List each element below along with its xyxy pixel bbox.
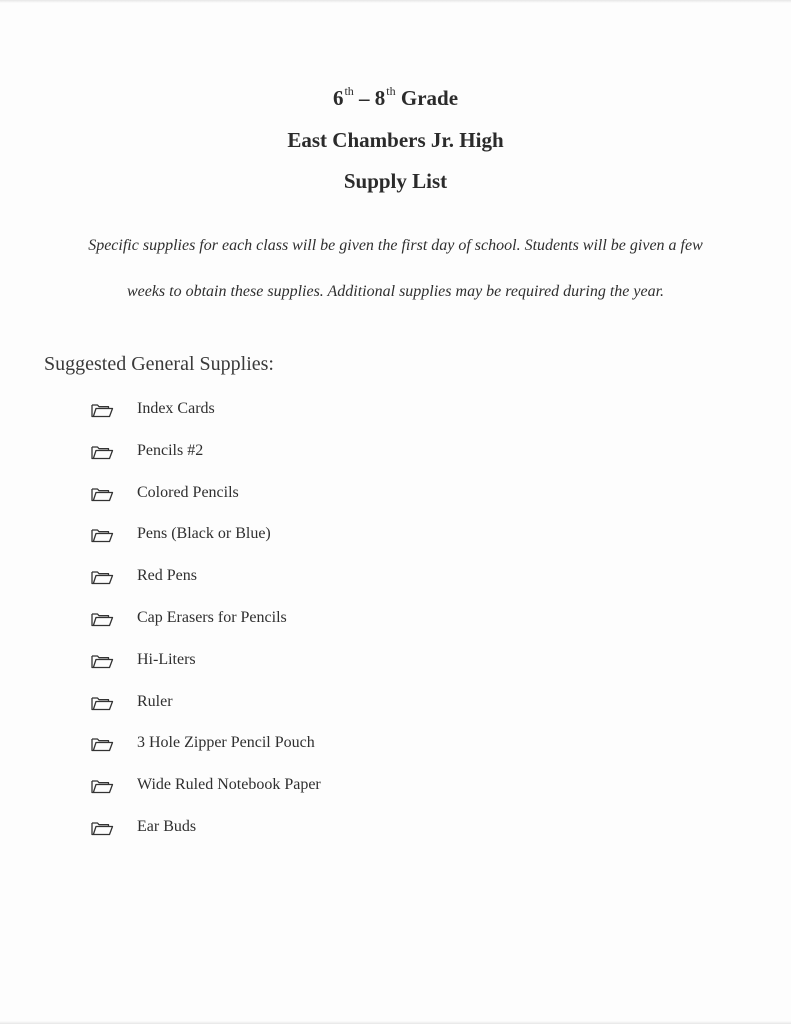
folder-icon [90, 402, 114, 418]
list-item-label: Pencils #2 [137, 441, 204, 459]
folder-icon [90, 527, 114, 543]
folder-icon [90, 820, 114, 836]
scan-edge-top [0, 0, 791, 3]
grade-to: 8 [374, 86, 386, 110]
supply-item [0, 607, 500, 649]
grade-from-suffix: th [344, 84, 354, 98]
supply-item [0, 440, 500, 482]
intro-line-1: Specific supplies for each class will be given the first day of school. Students will be given a few [88, 237, 703, 254]
supply-item [0, 398, 500, 440]
school-name: East Chambers Jr. High [287, 128, 504, 152]
list-item-label: Red Pens [137, 567, 197, 585]
list-item-label: 3 Hole Zipper Pencil Pouch [137, 734, 315, 752]
list-item-label: Pens (Black or Blue) [137, 525, 271, 543]
grade-to-suffix: th [386, 84, 396, 98]
section-title: Suggested General Supplies: [44, 353, 274, 375]
folder-icon [90, 486, 114, 502]
list-item-label: Cap Erasers for Pencils [137, 608, 287, 626]
page-title: Supply List [343, 169, 448, 193]
folder-icon [90, 736, 114, 752]
folder-icon [90, 695, 114, 711]
supply-item [0, 649, 500, 691]
supply-item [0, 482, 500, 524]
folder-icon [90, 569, 114, 585]
supply-item [0, 774, 500, 816]
intro-line-2: weeks to obtain these supplies. Additional supplies may be required during the year. [126, 283, 665, 300]
list-item-label: Wide Ruled Notebook Paper [137, 776, 321, 794]
grade-from: 6 [332, 86, 344, 110]
list-item-label: Hi-Liters [137, 650, 196, 668]
grade-word: Grade [400, 86, 459, 110]
grade-dash: – [359, 86, 370, 110]
folder-icon [90, 444, 114, 460]
folder-icon [90, 611, 114, 627]
folder-icon [90, 653, 114, 669]
supply-item [0, 691, 500, 733]
supply-item [0, 732, 500, 774]
list-item-label: Index Cards [137, 400, 215, 417]
list-item-label: Ear Buds [137, 817, 197, 835]
supply-list [0, 398, 500, 858]
list-item-label: Ruler [137, 692, 173, 710]
folder-icon [90, 778, 114, 794]
supply-item [0, 565, 500, 607]
supply-item [0, 523, 500, 565]
grade-heading [0, 84, 791, 110]
list-item-label: Colored Pencils [137, 483, 239, 501]
supply-item [0, 816, 500, 858]
